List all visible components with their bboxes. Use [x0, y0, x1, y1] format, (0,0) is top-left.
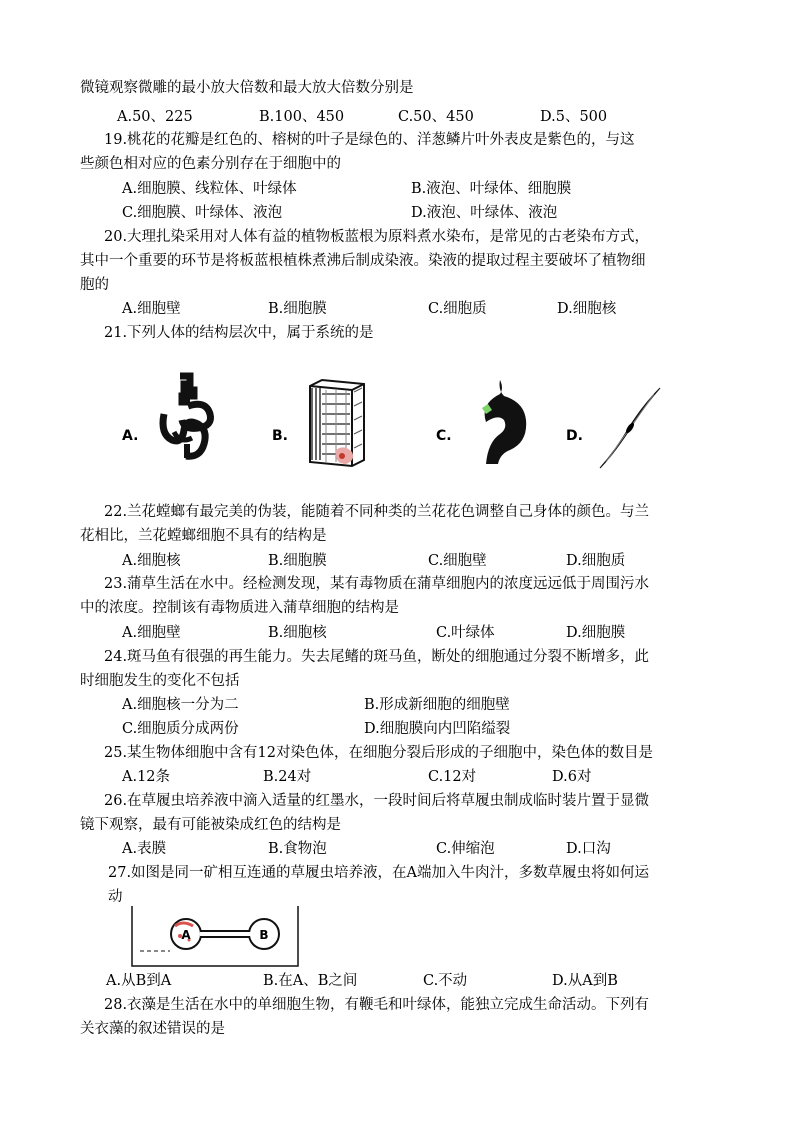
option-b: B.细胞膜	[268, 553, 327, 569]
option-b: B.食物泡	[268, 841, 327, 857]
option-c: C.不动	[423, 973, 468, 989]
option-a: A.细胞壁	[122, 301, 181, 317]
option-b: B.细胞核	[268, 625, 327, 641]
question-stem: 微镜观察微雕的最小放大倍数和最大放大倍数分别是	[80, 80, 414, 96]
option-c: C.叶绿体	[436, 625, 495, 641]
option-c: C.50、450	[398, 109, 474, 125]
question-stem: 时细胞发生的变化不包括	[80, 673, 240, 689]
figure-label-b: B.	[272, 428, 288, 444]
option-b: B.100、450	[259, 109, 345, 125]
option-c: C.细胞壁	[428, 553, 487, 569]
question-stem: 动	[108, 889, 123, 905]
option-d: D.6对	[552, 769, 592, 785]
figure-label-a: A.	[122, 428, 139, 444]
question-stem: 28.衣藻是生活在水中的单细胞生物，有鞭毛和叶绿体，能独立完成生命活动。下列有	[104, 997, 650, 1013]
option-a: A.从B到A	[106, 973, 172, 989]
option-d: D.口沟	[566, 841, 611, 857]
option-b: B.细胞膜	[268, 301, 327, 317]
question-stem: 20.大理扎染采用对人体有益的植物板蓝根为原料煮水染布，是常见的古老染布方式，	[104, 229, 650, 245]
option-d: D.细胞质	[566, 553, 626, 569]
question-stem: 26.在草履虫培养液中滴入适量的红墨水，一段时间后将草履虫制成临时装片置于显微	[104, 793, 650, 809]
option-a: A.12条	[122, 769, 171, 785]
question-stem: 24.斑马鱼有很强的再生能力。失去尾鳍的斑马鱼，断处的细胞通过分裂不断增多，此	[104, 649, 650, 665]
option-c: C.细胞膜、叶绿体、液泡	[122, 205, 283, 221]
figure-label-d: D.	[566, 428, 583, 444]
digestive-system-image	[158, 372, 218, 462]
option-a: A.细胞壁	[122, 625, 181, 641]
question-stem: 25.某生物体细胞中含有12对染色体，在细胞分裂后形成的子细胞中，染色体的数目是	[104, 745, 654, 761]
question-stem: 镜下观察，最有可能被染成红色的结构是	[80, 817, 341, 833]
option-d: D.从A到B	[552, 973, 618, 989]
question-stem: 23.蒲草生活在水中。经检测发现，某有毒物质在蒲草细胞内的浓度远远低于周围污水	[104, 576, 650, 592]
option-d: D.细胞膜向内凹陷缢裂	[364, 721, 511, 737]
question-stem: 27.如图是同一矿相互连通的草履虫培养液，在A端加入牛肉汁，多数草履虫将如何运	[108, 865, 650, 881]
culture-slide-diagram	[132, 906, 302, 968]
question-stem: 关衣藻的叙述错误的是	[80, 1021, 225, 1037]
option-b: B.形成新细胞的细胞壁	[364, 697, 510, 713]
option-b: B.在A、B之间	[263, 973, 358, 989]
option-c: C.12对	[428, 769, 477, 785]
option-b: B.液泡、叶绿体、细胞膜	[411, 181, 572, 197]
question-stem: 胞的	[80, 277, 109, 293]
question-stem: 些颜色相对应的色素分别存在于细胞中的	[80, 156, 341, 172]
muscle-tissue-image	[306, 380, 368, 466]
question-stem: 其中一个重要的环节是将板蓝根植株煮沸后制成染液。染液的提取过程主要破坏了植物细	[80, 253, 646, 269]
option-c: C.伸缩泡	[436, 841, 495, 857]
option-a: A.50、225	[117, 109, 193, 125]
option-b: B.24对	[263, 769, 312, 785]
question-stem: 22.兰花螳螂有最完美的伪装，能随着不同种类的兰花花色调整自己身体的颜色。与兰	[104, 504, 650, 520]
question-stem: 中的浓度。控制该有毒物质进入蒲草细胞的结构是	[80, 600, 399, 616]
option-d: D.细胞膜	[566, 625, 626, 641]
option-a: A.细胞核一分为二	[122, 697, 239, 713]
option-d: D.5、500	[540, 109, 608, 125]
question-stem: 花相比，兰花螳螂细胞不具有的结构是	[80, 528, 327, 544]
question-stem: 19.桃花的花瓣是红色的、榕树的叶子是绿色的、洋葱鳞片叶外表皮是紫色的，与这	[104, 132, 635, 148]
option-a: A.细胞膜、线粒体、叶绿体	[122, 181, 297, 197]
figure-label-c: C.	[436, 428, 452, 444]
stomach-image	[474, 378, 534, 466]
circle-a-label: A	[181, 928, 191, 942]
option-a: A.表膜	[122, 841, 167, 857]
option-d: D.液泡、叶绿体、液泡	[411, 205, 558, 221]
option-c: C.细胞质	[428, 301, 487, 317]
question-stem: 21.下列人体的结构层次中，属于系统的是	[104, 325, 374, 341]
option-c: C.细胞质分成两份	[122, 721, 239, 737]
option-d: D.细胞核	[557, 301, 617, 317]
muscle-cell-image	[598, 386, 662, 470]
circle-b-label: B	[259, 928, 269, 942]
option-a: A.细胞核	[122, 553, 181, 569]
